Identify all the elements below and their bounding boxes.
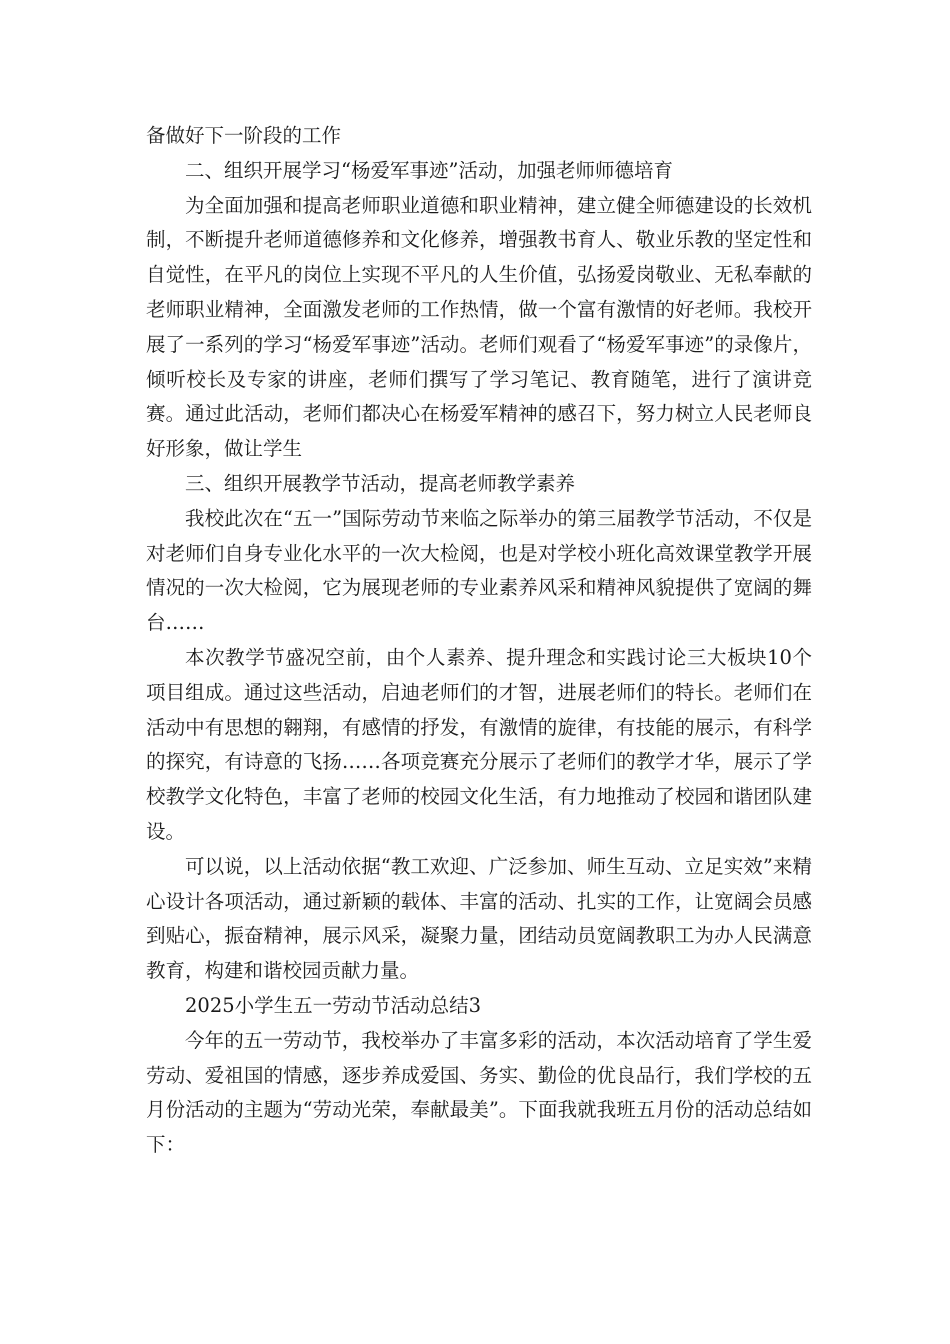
section-heading-3: 三、组织开展教学节活动，提高老师教学素养	[185, 471, 576, 495]
paragraph: 可以说，以上活动依据“教工欢迎、广泛参加、师生互动、立足实效”来精心设计各项活动，通过新颖的载体、丰富的活动、扎实的工作，让宽阔会员感到贴心，振奋精神，展示风采，凝聚力量，团结动员宽阔教职工为办人民满意教育，构建和谐校园贡献力量。	[146, 854, 812, 983]
paragraph: 我校此次在“五一”国际劳动节来临之际举办的第三届教学节活动，不仅是对老师们自身专业化水平的一次大检阅，也是对学校小班化高效课堂教学开展情况的一次大检阅，它为展现老师的专业素养风采和精神风貌提供了宽阔的舞台……	[146, 506, 812, 635]
article-title: 2025小学生五一劳动节活动总结3	[185, 993, 482, 1017]
paragraph: 为全面加强和提高老师职业道德和职业精神，建立健全师德建设的长效机制，不断提升老师道德修养和文化修养，增强教书育人、敬业乐教的坚定性和自觉性，在平凡的岗位上实现不平凡的人生价值，弘扬爱岗敬业、无私奉献的老师职业精神，全面激发老师的工作热情，做一个富有激情的好老师。我校开展了一系列的学习“杨爱军事迹”活动。老师们观看了“杨爱军事迹”的录像片，倾听校长及专家的讲座，老师们撰写了学习笔记、教育随笔，进行了演讲竞赛。通过此活动，老师们都决心在杨爱军精神的感召下，努力树立人民老师良好形象，做让学生	[146, 193, 812, 461]
paragraph: 今年的五一劳动节，我校举办了丰富多彩的活动，本次活动培育了学生爱劳动、爱祖国的情感，逐步养成爱国、务实、勤俭的优良品行，我们学校的五月份活动的主题为“劳动光荣，奉献最美”。下面我就我班五月份的活动总结如下：	[146, 1028, 812, 1157]
document-body	[146, 119, 812, 1163]
paragraph-continuation: 备做好下一阶段的工作	[146, 124, 342, 147]
section-heading-2: 二、组织开展学习“杨爱军事迹”活动，加强老师师德培育	[185, 158, 673, 182]
paragraph: 本次教学节盛况空前，由个人素养、提升理念和实践讨论三大板块10个项目组成。通过这些活动，启迪老师们的才智，进展老师们的特长。老师们在活动中有思想的翱翔，有感情的抒发，有激情的旋律，有技能的展示，有科学的探究，有诗意的飞扬……各项竞赛充分展示了老师们的教学才华，展示了学校教学文化特色，丰富了老师的校园文化生活，有力地推动了校园和谐团队建设。	[146, 645, 812, 843]
